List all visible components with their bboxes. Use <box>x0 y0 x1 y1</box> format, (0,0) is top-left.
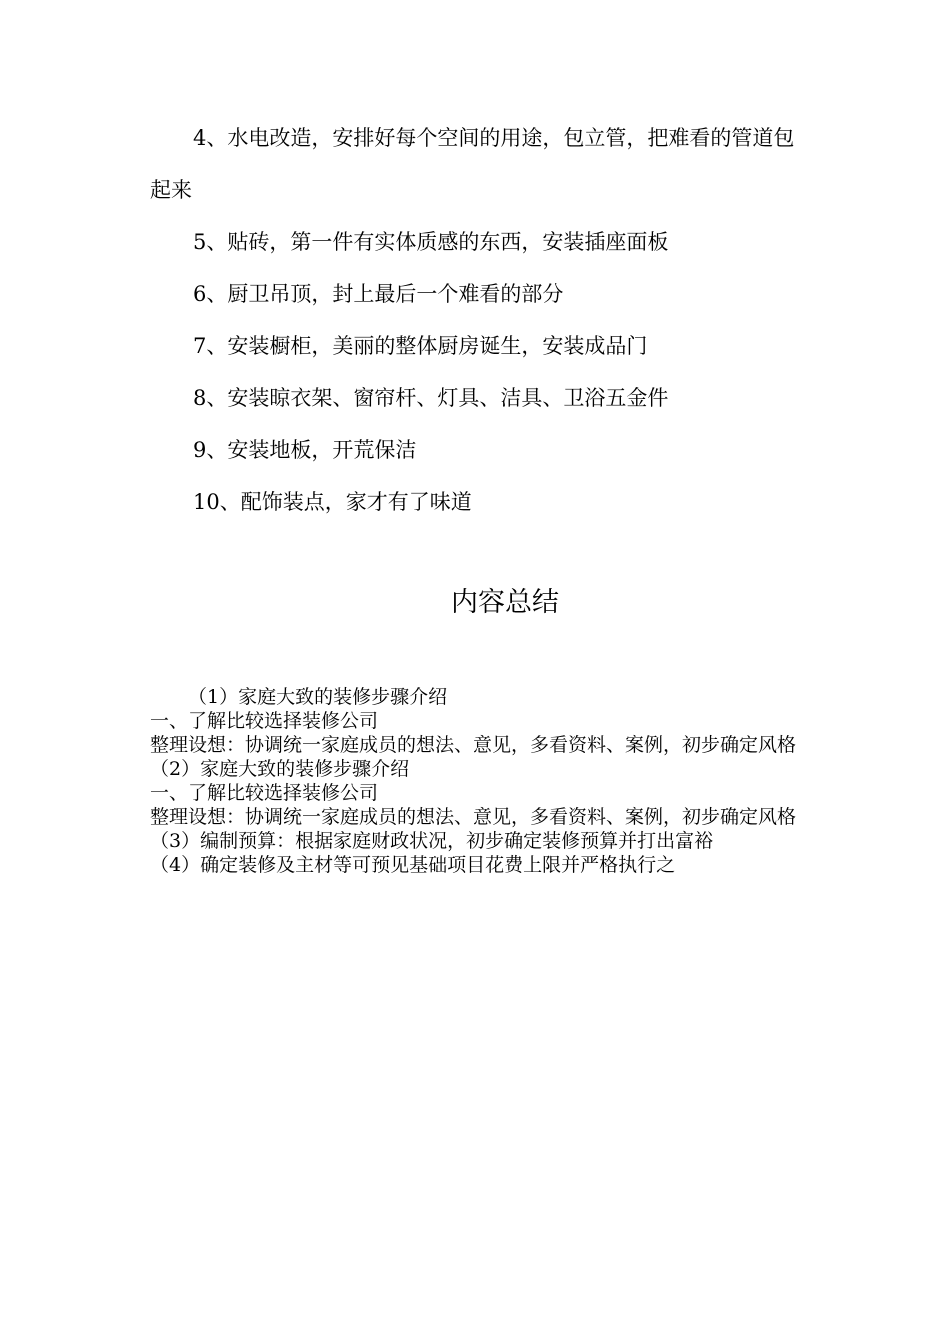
summary-line: 整理设想：协调统一家庭成员的想法、意见，多看资料、案例，初步确定风格 <box>150 806 797 828</box>
summary-body <box>150 685 800 877</box>
summary-line: （3）编制预算：根据家庭财政状况，初步确定装修预算并打出富裕 <box>150 830 714 852</box>
step-item: 5、贴砖，第一件有实体质感的东西，安装插座面板 <box>193 230 669 254</box>
summary-line: 一、了解比较选择装修公司 <box>150 782 379 804</box>
step-item: 6、厨卫吊顶，封上最后一个难看的部分 <box>193 282 564 306</box>
summary-line: （2）家庭大致的装修步骤介绍 <box>150 758 410 780</box>
step-item: 7、安装橱柜，美丽的整体厨房诞生，安装成品门 <box>193 334 648 358</box>
summary-heading: 内容总结 <box>451 587 559 618</box>
step-item: 8、安装晾衣架、窗帘杆、灯具、洁具、卫浴五金件 <box>193 386 669 410</box>
summary-line: 整理设想：协调统一家庭成员的想法、意见，多看资料、案例，初步确定风格 <box>150 734 797 756</box>
summary-line: （1）家庭大致的装修步骤介绍 <box>188 686 448 708</box>
step-item: 10、配饰装点，家才有了味道 <box>193 490 472 514</box>
step-item: 4、水电改造，安排好每个空间的用途，包立管，把难看的管道包起来 <box>150 126 795 202</box>
summary-line: （4）确定装修及主材等可预见基础项目花费上限并严格执行之 <box>150 854 676 876</box>
renovation-steps-list <box>150 112 800 528</box>
summary-line: 一、了解比较选择装修公司 <box>150 710 379 732</box>
step-item: 9、安装地板，开荒保洁 <box>193 438 417 462</box>
